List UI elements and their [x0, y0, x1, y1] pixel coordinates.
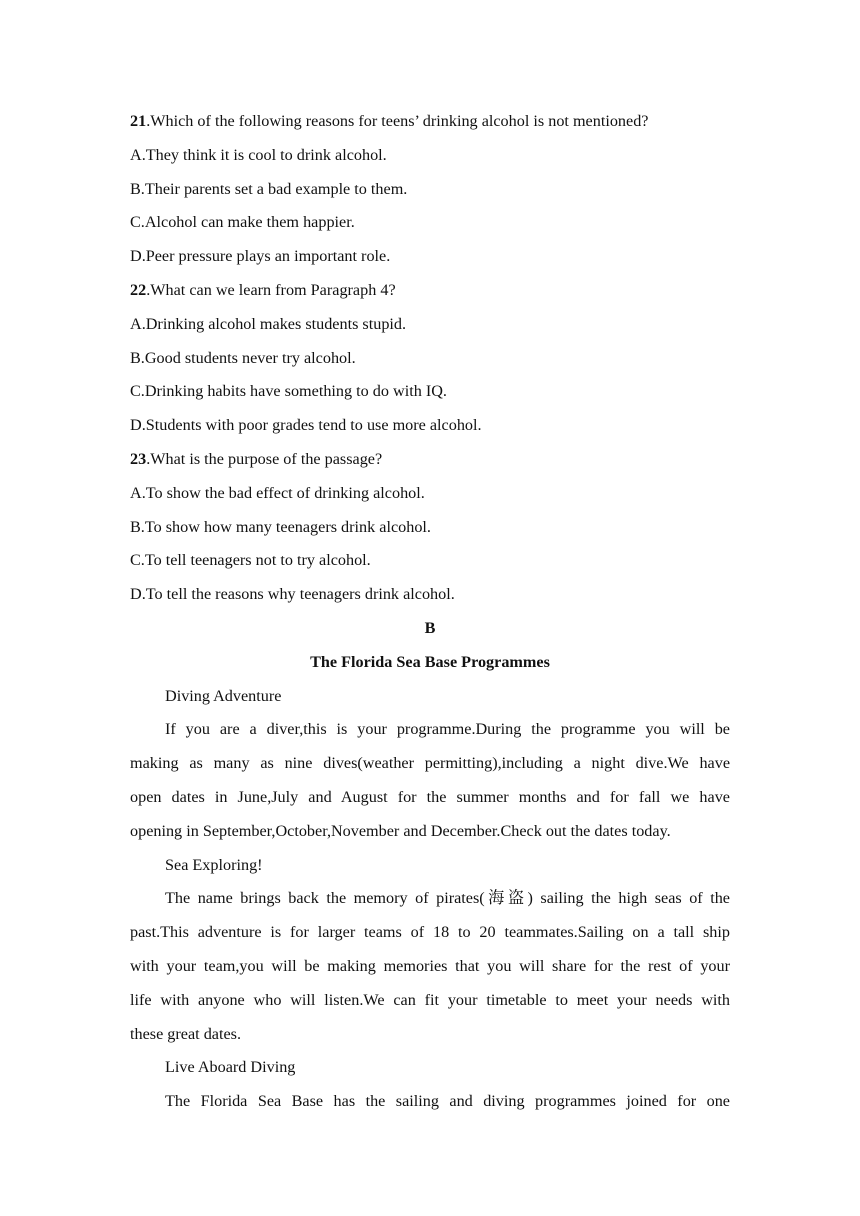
- question-number: 23: [130, 449, 147, 468]
- question-text: .What is the purpose of the passage?: [146, 449, 383, 468]
- option-23-d: D.To tell the reasons why teenagers drink alcohol.: [130, 585, 455, 604]
- question-number: 22: [130, 280, 147, 299]
- option-22-c: C.Drinking habits have something to do with IQ.: [130, 382, 447, 401]
- option-21-b: B.Their parents set a bad example to them.: [130, 179, 408, 198]
- programme-heading-sea-exploring: Sea Exploring!: [165, 855, 263, 874]
- option-22-a: A.Drinking alcohol makes students stupid.: [130, 314, 407, 333]
- question-text: .What can we learn from Paragraph 4?: [146, 280, 396, 299]
- option-23-a: A.To show the bad effect of drinking alcohol.: [130, 483, 425, 502]
- paragraph-line: making as many as nine dives(weather permitting),including a night dive.We have: [130, 754, 730, 773]
- section-title: The Florida Sea Base Programmes: [310, 652, 550, 671]
- paragraph-line: If you are a diver,this is your programme.During the programme you will be: [165, 720, 730, 739]
- option-22-d: D.Students with poor grades tend to use more alcohol.: [130, 416, 482, 435]
- question-number: 21: [130, 112, 147, 130]
- question-23-stem: [130, 443, 730, 477]
- question-21-stem: [130, 105, 730, 139]
- option-23-b: B.To show how many teenagers drink alcohol.: [130, 517, 431, 536]
- paragraph-line: open dates in June,July and August for the summer months and for fall we have: [130, 787, 730, 806]
- option-21-a: A.They think it is cool to drink alcohol.: [130, 145, 387, 164]
- question-22-stem: [130, 274, 730, 308]
- question-text: .Which of the following reasons for teens’ drinking alcohol is not mentioned?: [146, 112, 649, 130]
- paragraph-line: The name brings back the memory of pirates(海盗) sailing the high seas of the: [165, 889, 730, 908]
- programme-heading-live-aboard-diving: Live Aboard Diving: [165, 1058, 296, 1077]
- section-letter: B: [424, 618, 436, 637]
- paragraph-line: these great dates.: [130, 1024, 242, 1043]
- document-page: [130, 105, 730, 1119]
- paragraph-line: The Florida Sea Base has the sailing and diving programmes joined for one: [165, 1092, 730, 1111]
- paragraph-line: past.This adventure is for larger teams of 18 to 20 teammates.Sailing on a tall ship: [130, 923, 730, 942]
- paragraph-line: opening in September,October,November and December.Check out the dates today.: [130, 821, 671, 840]
- paragraph-line: life with anyone who will listen.We can fit your timetable to meet your needs with: [130, 990, 730, 1009]
- option-21-c: C.Alcohol can make them happier.: [130, 213, 355, 232]
- option-21-d: D.Peer pressure plays an important role.: [130, 247, 391, 266]
- programme-heading-diving-adventure: Diving Adventure: [165, 686, 282, 705]
- option-23-c: C.To tell teenagers not to try alcohol.: [130, 551, 371, 570]
- paragraph-line: with your team,you will be making memories that you will share for the rest of your: [130, 956, 730, 975]
- option-22-b: B.Good students never try alcohol.: [130, 348, 356, 367]
